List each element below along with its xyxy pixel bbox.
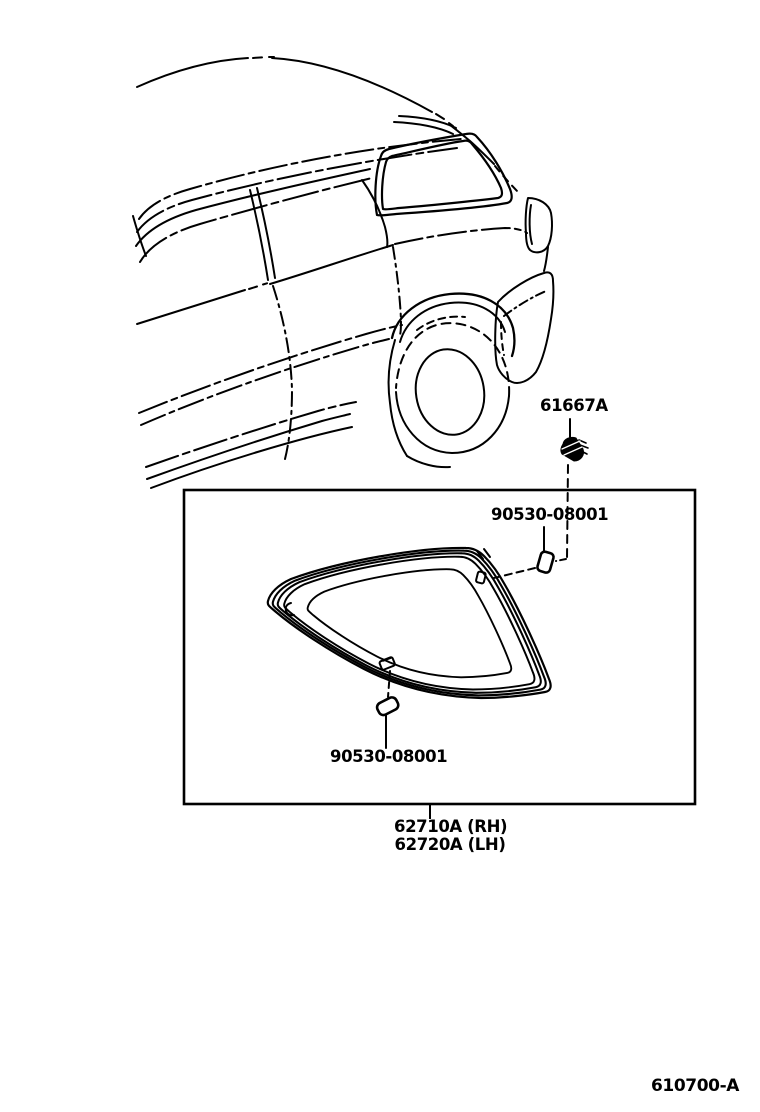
- part-label-glass-lh[interactable]: 62720A (LH): [394, 835, 506, 854]
- car-roof-rails: [133, 139, 461, 262]
- part-label-grommet-upper[interactable]: 90530-08001: [491, 505, 609, 524]
- car-rear-end: [495, 198, 553, 383]
- part-label-clip[interactable]: 61667A: [540, 396, 608, 415]
- part-label-glass[interactable]: [394, 818, 506, 854]
- glass-upper-tab: [476, 571, 486, 584]
- part-label-grommet-lower[interactable]: 90530-08001: [330, 747, 448, 766]
- grommet-upper-drawing: [490, 527, 554, 579]
- part-label-glass-rh[interactable]: 62710A (RH): [394, 817, 508, 836]
- quarter-glass-drawing: [268, 548, 551, 698]
- car-line-art: [133, 57, 553, 488]
- figure-number: 610700-A: [651, 1076, 739, 1096]
- car-roof: [137, 57, 521, 195]
- car-body-lines: [139, 325, 402, 488]
